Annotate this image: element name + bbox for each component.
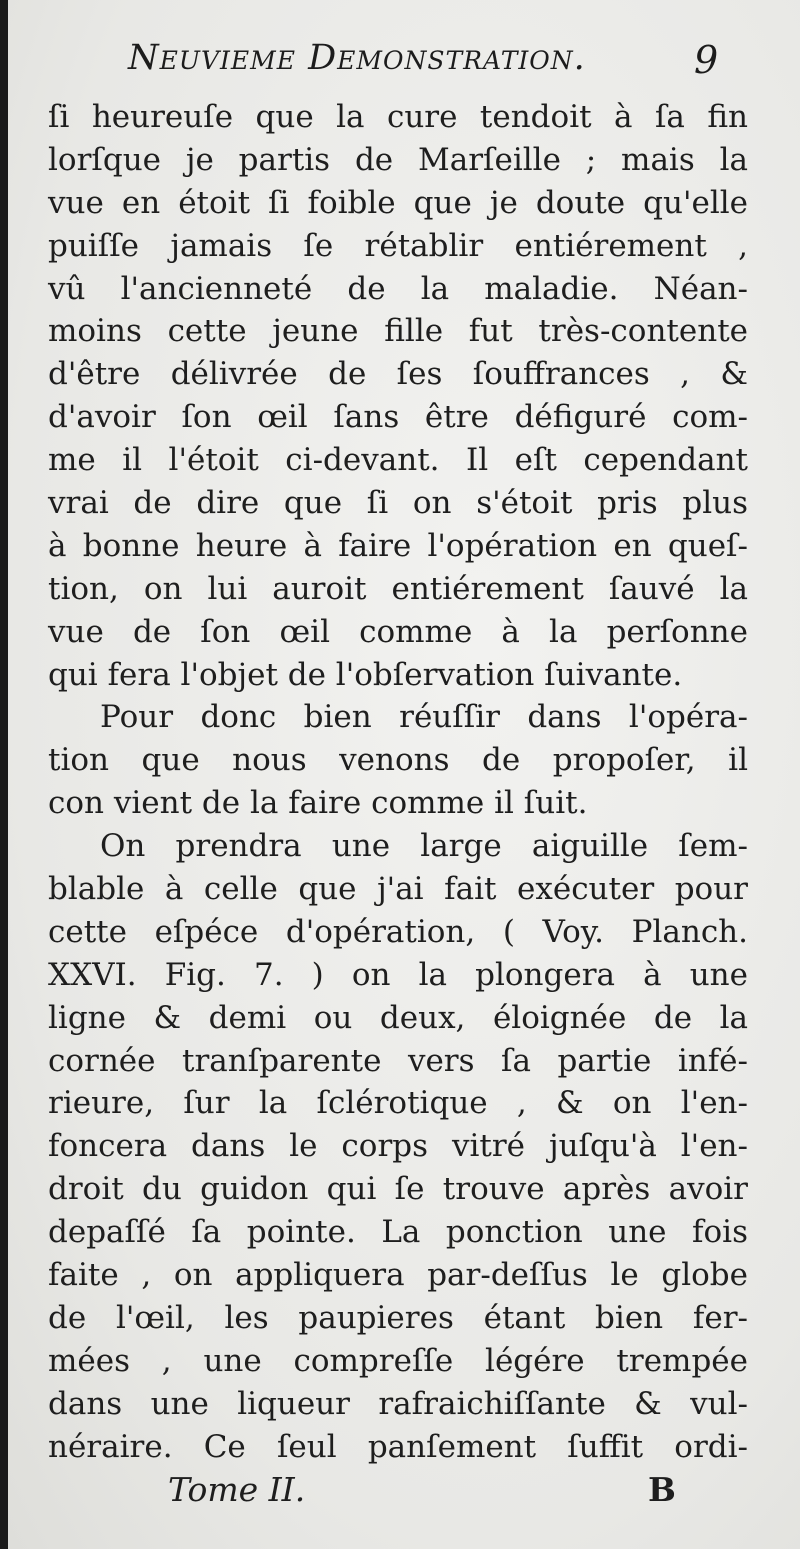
text-line: rieure, ſur la ſclérotique , & on l'en- <box>48 1085 748 1122</box>
text-line: tion, on lui auroit entiérement ſauvé la <box>48 570 748 607</box>
text-line: d'avoir ſon œil ſans être défiguré com- <box>48 399 748 436</box>
text-line: dans une liqueur rafraichiſſante & vul- <box>48 1385 748 1422</box>
text-line: On prendra une large aiguille ſem- <box>100 828 748 865</box>
text-line: vue de ſon œil comme à la perſonne <box>48 613 748 650</box>
text-line: d'être délivrée de ſes ſouffrances , & <box>48 356 748 393</box>
text-line: moins cette jeune fille fut très-contente <box>48 313 748 350</box>
text-line: foncera dans le corps vitré juſqu'à l'en- <box>48 1128 748 1165</box>
text-line: tion que nous venons de propoſer, il <box>48 742 748 779</box>
volume-label: Tome II. <box>168 1470 306 1509</box>
text-line: ſi heureuſe que la cure tendoit à ſa fin <box>48 99 748 135</box>
text-line: puiſſe jamais ſe rétablir entiérement , <box>48 227 748 264</box>
text-line: Pour donc bien réuſſir dans l'opéra- <box>100 699 748 736</box>
page-number: 9 <box>694 38 719 82</box>
running-head <box>8 38 800 94</box>
text-line: mées , une compreſſe légére trempée <box>48 1342 748 1379</box>
text-line: blable à celle que j'ai fait exécuter pour <box>48 871 748 908</box>
text-line: me il l'étoit ci-devant. Il eſt cependant <box>48 442 748 479</box>
text-line: XXVI. Fig. 7. ) on la plongera à une <box>48 956 748 993</box>
text-line: vrai de dire que ſi on s'étoit pris plus <box>48 485 748 522</box>
text-line: droit du guidon qui ſe trouve après avoir <box>48 1171 748 1208</box>
text-line: néraire. Ce ſeul panſement ſuffit ordi- <box>48 1428 748 1465</box>
text-line: ligne & demi ou deux, éloignée de la <box>48 999 748 1036</box>
text-line: vû l'ancienneté de la maladie. Néan- <box>48 270 748 307</box>
text-line: faite , on appliquera par-deſſus le globe <box>48 1257 748 1294</box>
text-line: con vient de la faire comme il ſuit. <box>48 785 588 822</box>
book-page <box>8 0 800 1549</box>
text-line: lorſque je partis de Marſeille ; mais la <box>48 141 748 178</box>
signature-mark: B <box>648 1470 676 1509</box>
page-footer <box>8 1470 800 1520</box>
text-line: cornée tranſparente vers ſa partie infé- <box>48 1042 748 1079</box>
text-line: depaſſé ſa pointe. La ponction une fois <box>48 1214 748 1251</box>
text-line: qui fera l'objet de l'obſervation ſuivante. <box>48 656 683 693</box>
running-title: Neuvieme Demonstration. <box>128 38 586 78</box>
text-line: vue en étoit ſi foible que je doute qu'elle <box>48 184 748 221</box>
text-line: de l'œil, les paupieres étant bien fer- <box>48 1299 748 1336</box>
body-text <box>48 96 748 1469</box>
text-line: à bonne heure à faire l'opération en queſ- <box>48 527 748 564</box>
text-line: cette eſpéce d'opération, ( Voy. Planch. <box>48 913 748 950</box>
